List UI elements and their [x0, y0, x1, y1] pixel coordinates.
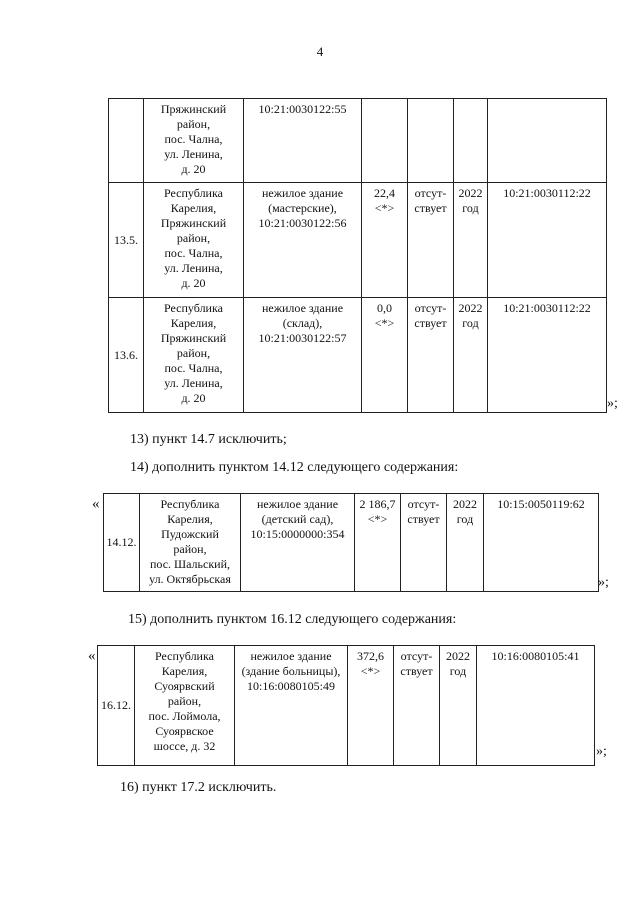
table-row [109, 99, 607, 183]
encumbrance-cell: отсут- ствует [408, 183, 454, 298]
property-table-3 [97, 645, 595, 766]
property-table-1 [108, 98, 607, 413]
area-cell [362, 99, 408, 183]
encumbrance-cell [408, 99, 454, 183]
address-cell: Республика Карелия, Суоярвский район, пос. Лоймола, Суоярвское шоссе, д. 32 [135, 646, 235, 766]
row-number: 16.12. [98, 646, 135, 766]
amendment-13: 13) пункт 14.7 исключить; [130, 432, 287, 447]
row-number: 13.5. [109, 183, 144, 298]
address-cell: Республика Карелия, Пряжинский район, пос. Чална, ул. Ленина, д. 20 [144, 183, 244, 298]
encumbrance-cell: отсут- ствует [394, 646, 440, 766]
object-cell: нежилое здание (детский сад), 10:15:0000000:354 [241, 494, 355, 592]
object-cell: 10:21:0030122:55 [244, 99, 362, 183]
table-row [104, 494, 599, 592]
area-cell: 22,4 <*> [362, 183, 408, 298]
opening-quote: « [92, 496, 100, 512]
amendment-16: 16) пункт 17.2 исключить. [120, 780, 277, 795]
amendment-15: 15) дополнить пунктом 16.12 следующего содержания: [128, 612, 457, 627]
property-table-2 [103, 493, 599, 592]
opening-quote: « [88, 648, 96, 664]
object-cell: нежилое здание (склад), 10:21:0030122:57 [244, 298, 362, 413]
object-cell: нежилое здание (здание больницы), 10:16:0080105:49 [235, 646, 348, 766]
object-cell: нежилое здание (мастерские), 10:21:0030122:56 [244, 183, 362, 298]
page-number: 4 [316, 44, 324, 59]
year-cell: 2022 год [440, 646, 477, 766]
year-cell: 2022 год [454, 183, 488, 298]
encumbrance-cell: отсут- ствует [401, 494, 447, 592]
address-cell: Пряжинский район, пос. Чална, ул. Ленина, д. 20 [144, 99, 244, 183]
address-cell: Республика Карелия, Пряжинский район, пос. Чална, ул. Ленина, д. 20 [144, 298, 244, 413]
area-cell: 0,0 <*> [362, 298, 408, 413]
table-row [109, 298, 607, 413]
year-cell: 2022 год [447, 494, 484, 592]
row-number [109, 99, 144, 183]
land-cell: 10:21:0030112:22 [488, 298, 607, 413]
encumbrance-cell: отсут- ствует [408, 298, 454, 413]
table-row [109, 183, 607, 298]
land-cell [488, 99, 607, 183]
land-cell: 10:15:0050119:62 [484, 494, 599, 592]
address-cell: Республика Карелия, Пудожский район, пос. Шальский, ул. Октябрьская [140, 494, 241, 592]
land-cell: 10:21:0030112:22 [488, 183, 607, 298]
closing-quote: »; [596, 744, 607, 759]
row-number: 14.12. [104, 494, 140, 592]
closing-quote: »; [598, 575, 609, 590]
year-cell: 2022 год [454, 298, 488, 413]
table-row [98, 646, 595, 766]
amendment-14: 14) дополнить пунктом 14.12 следующего содержания: [130, 460, 459, 475]
row-number: 13.6. [109, 298, 144, 413]
land-cell: 10:16:0080105:41 [477, 646, 595, 766]
closing-quote: »; [607, 396, 618, 411]
area-cell: 372,6 <*> [348, 646, 394, 766]
area-cell: 2 186,7 <*> [355, 494, 401, 592]
year-cell [454, 99, 488, 183]
